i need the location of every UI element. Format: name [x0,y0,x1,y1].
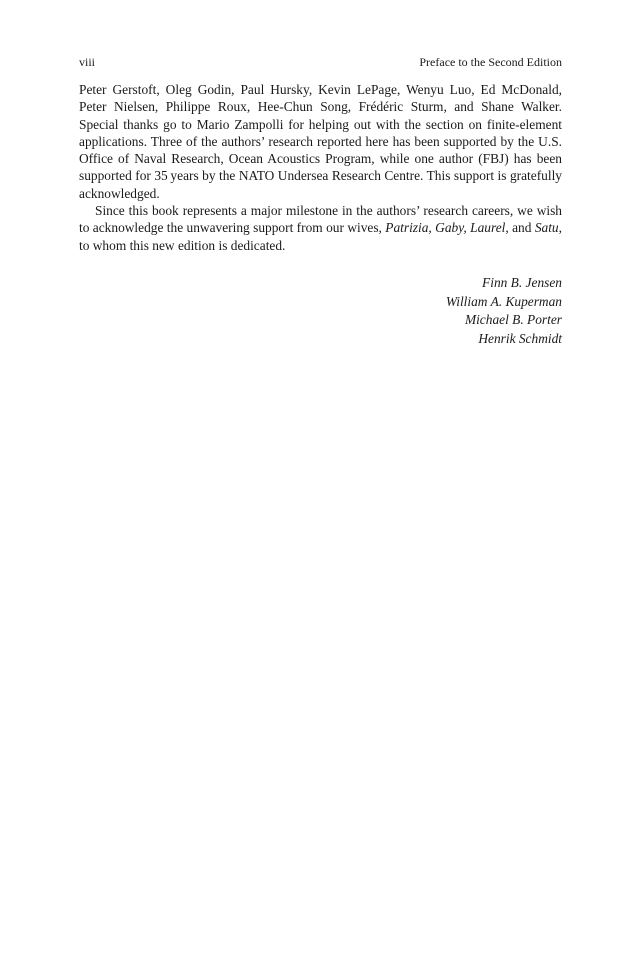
author-signature: Henrik Schmidt [478,330,562,346]
and-word: , and [505,220,535,236]
running-head [79,54,562,70]
last-wife-name: Satu [534,220,559,236]
author-signature: Finn B. Jensen [482,274,562,290]
running-title: Preface to the Second Edition [419,55,562,69]
author-signature: William A. Kuperman [445,293,562,309]
dedication-tail: , to whom this new edition is dedicated. [79,220,562,253]
author-signatures [79,274,562,348]
paragraph-dedication [79,202,562,254]
body-text [79,81,562,254]
dedication-lead: Since this book represents a major milestone in the authors’ research careers, we wish to acknowledge the unwavering support from our wives, [79,203,562,236]
author-signature: Michael B. Porter [464,312,562,328]
paragraph-acknowledgements: Peter Gerstoft, Oleg Godin, Paul Hursky, Kevin LePage, Wenyu Luo, Ed McDonald, Peter Nielsen, Philippe Roux, Hee-Chun Song, Frédéric Sturm, and Shane Walker. Special thanks go to Mario Zampolli for helping out with the section on finite-element applications. Three of the authors’ research reported here has been supported by the U.S. Office of Naval Research, Ocean Acoustics Program, while one author (FBJ) has been supported for 35 years by the NATO Undersea Research Centre. This support is gratefully acknowledged. [79,82,562,201]
page-number: viii [79,55,96,69]
page [79,54,562,348]
wives-names: Patrizia, Gaby, Laurel [385,220,506,236]
